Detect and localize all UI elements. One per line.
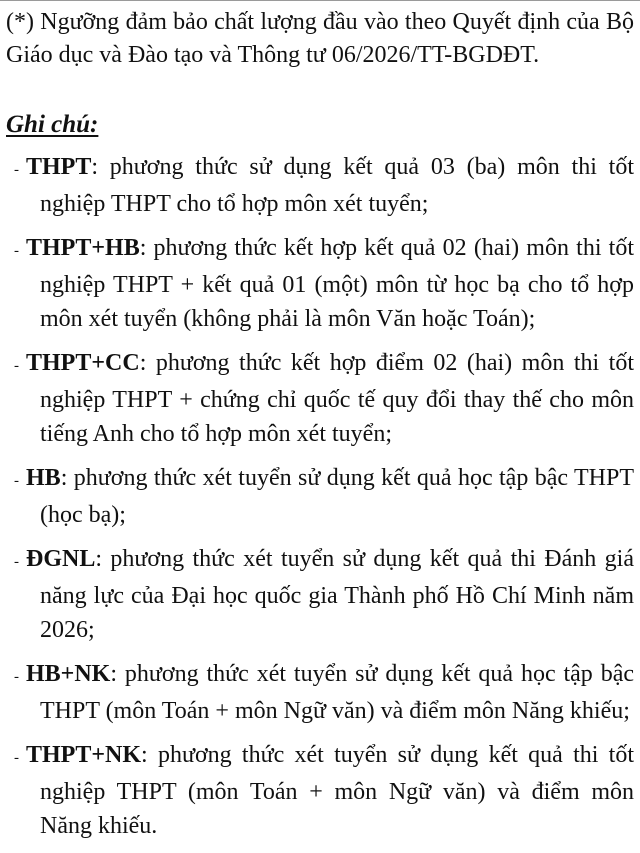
note-item-hb xyxy=(0,461,640,532)
note-description: : phương thức kết hợp kết quả 02 (hai) môn thi tốt nghiệp THPT + kết quả 01 (một) môn từ học bạ cho tổ hợp môn xét tuyển (không phải là môn Văn hoặc Toán); xyxy=(40,235,634,332)
note-description: : phương thức xét tuyển sử dụng kết quả thi Đánh giá năng lực của Đại học quốc gia Thành phố Hồ Chí Minh năm 2026; xyxy=(40,546,634,643)
bullet-dash: - xyxy=(14,750,19,766)
note-item-thpt-hb xyxy=(0,231,640,336)
note-item-thpt-cc xyxy=(0,346,640,451)
notes-heading: Ghi chú: xyxy=(6,111,99,138)
note-description: : phương thức xét tuyển sử dụng kết quả thi tốt nghiệp THPT (môn Toán + môn Ngữ văn) và điểm môn Năng khiếu. xyxy=(40,742,634,839)
note-term: HB+NK xyxy=(26,661,111,687)
note-term: THPT+HB xyxy=(26,235,140,261)
bullet-dash: - xyxy=(14,162,19,178)
note-description: : phương thức kết hợp điểm 02 (hai) môn thi tốt nghiệp THPT + chứng chỉ quốc tế quy đổi thay thế cho môn tiếng Anh cho tổ hợp môn xét tuyển; xyxy=(40,350,634,447)
bullet-dash: - xyxy=(14,243,19,259)
note-term: ĐGNL xyxy=(26,546,96,572)
bullet-dash: - xyxy=(14,554,19,570)
note-item-hb-nk xyxy=(0,657,640,728)
note-description: : phương thức xét tuyển sử dụng kết quả học tập bậc THPT (môn Toán + môn Ngữ văn) và điểm môn Năng khiếu; xyxy=(40,661,634,724)
note-term: THPT+CC xyxy=(26,350,140,376)
note-term: THPT+NK xyxy=(26,742,142,768)
note-item-thpt xyxy=(0,150,640,221)
note-description: : phương thức xét tuyển sử dụng kết quả học tập bậc THPT (học bạ); xyxy=(40,465,634,528)
top-divider xyxy=(0,0,640,1)
bullet-dash: - xyxy=(14,358,19,374)
note-term: HB xyxy=(26,465,61,491)
note-term: THPT xyxy=(26,154,92,180)
note-description: : phương thức sử dụng kết quả 03 (ba) môn thi tốt nghiệp THPT cho tổ hợp môn xét tuyển; xyxy=(40,154,634,217)
note-item-thpt-nk xyxy=(0,738,640,843)
note-item-dgnl xyxy=(0,542,640,647)
bullet-dash: - xyxy=(14,669,19,685)
notes-list xyxy=(0,150,640,853)
intro-paragraph: (*) Ngưỡng đảm bảo chất lượng đầu vào theo Quyết định của Bộ Giáo dục và Đào tạo và Thông tư 06/2026/TT-BGDĐT. xyxy=(6,9,634,68)
bullet-dash: - xyxy=(14,473,19,489)
